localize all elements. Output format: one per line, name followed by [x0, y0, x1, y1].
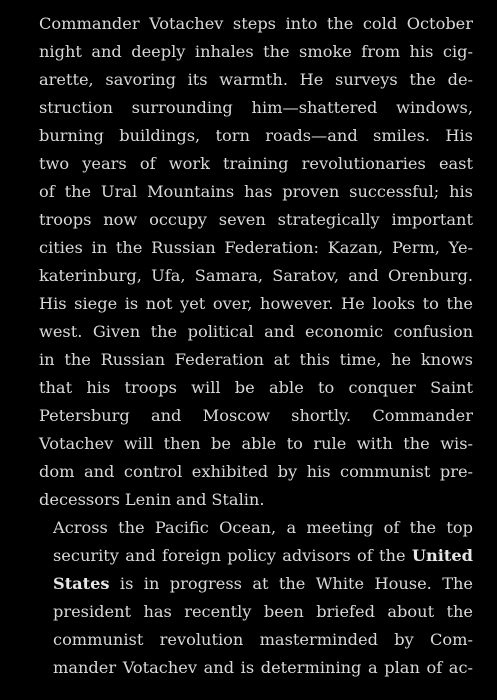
text-line: communist revolution masterminded by Com-	[53, 630, 473, 649]
text-line: cities in the Russian Federation: Kazan, Perm, Ye-	[39, 238, 473, 257]
text-line: burning buildings, torn roads—and smiles. His	[39, 126, 473, 145]
text-line: katerinburg, Ufa, Samara, Saratov, and Orenburg.	[39, 266, 473, 285]
text-line: struction surrounding him—shattered windows,	[39, 98, 473, 117]
text-line: Petersburg and Moscow shortly. Commander	[39, 406, 473, 425]
text-line: mander Votachev and is determining a plan of ac-	[53, 658, 473, 677]
text-run: is in progress at the White House. The	[109, 574, 473, 593]
text-line: troops now occupy seven strategically important	[39, 210, 473, 229]
text-line: decessors Lenin and Stalin.	[39, 490, 265, 509]
text-line: His siege is not yet over, however. He looks to the	[39, 294, 473, 313]
paragraph-2	[39, 514, 473, 682]
emphasis-united: United	[411, 546, 473, 565]
emphasis-states: States	[53, 574, 110, 593]
text-line: Votachev will then be able to rule with the wis-	[39, 434, 473, 453]
text-run: security and foreign policy advisors of the	[53, 546, 412, 565]
text-line: Across the Pacific Ocean, a meeting of the top	[53, 518, 473, 537]
text-line: arette, savoring its warmth. He surveys the de-	[39, 70, 473, 89]
text-line: of the Ural Mountains has proven successful; his	[39, 182, 473, 201]
text-line: west. Given the political and economic confusion	[39, 322, 473, 341]
text-line	[39, 570, 473, 598]
text-line: president has recently been briefed about the	[53, 602, 473, 621]
text-line: dom and control exhibited by his communist pre-	[39, 462, 473, 481]
paragraph-1	[39, 10, 473, 514]
text-line	[39, 542, 473, 570]
body-text	[39, 10, 473, 682]
text-line: two years of work training revolutionaries east	[39, 154, 473, 173]
text-line: that his troops will be able to conquer Saint	[39, 378, 473, 397]
text-line: night and deeply inhales the smoke from his cig-	[39, 42, 473, 61]
text-line: Commander Votachev steps into the cold October	[39, 14, 473, 33]
text-line: in the Russian Federation at this time, he knows	[39, 350, 473, 369]
